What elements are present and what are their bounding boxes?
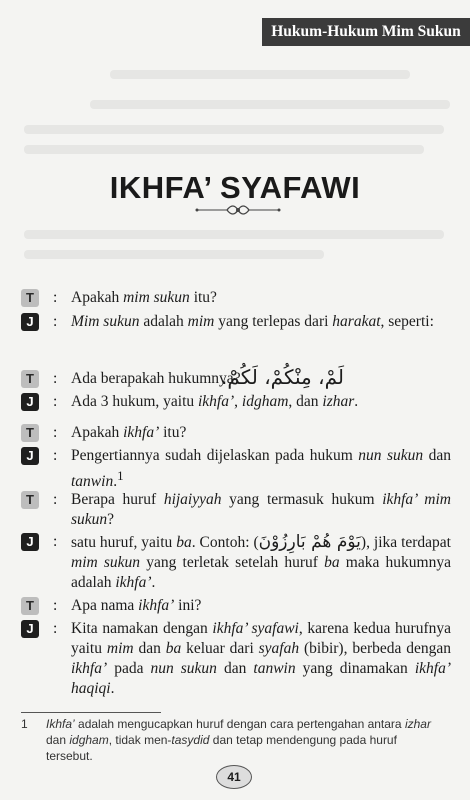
answer-text: Pengertiannya sudah dijelaskan pada hukum nun sukun dan tanwin.$^1$ [71, 447, 451, 491]
colon: : [53, 393, 58, 410]
colon: : [53, 313, 58, 330]
colon: : [53, 370, 58, 387]
colon: : [53, 597, 58, 614]
answer-text: Ada 3 hukum, yaitu ikhfa’, idgham, dan izhar. [71, 393, 359, 410]
answer-row [21, 446, 451, 492]
colon: : [53, 620, 58, 637]
answer-row [21, 392, 451, 412]
colon: : [53, 424, 58, 441]
page-number: 41 [216, 765, 252, 789]
question-text: Apakah mim sukun itu? [71, 289, 217, 306]
question-badge: T [21, 491, 39, 509]
question-badge: T [21, 370, 39, 388]
question-text: Berapa huruf hijaiyyah yang termasuk hukum ikhfa’ mim sukun? [71, 491, 451, 528]
answer-row [21, 619, 451, 699]
answer-text: satu huruf, yaitu ba. Contoh: (يَوْمَ هُمْ بَارِزُوْنَ), jika terdapat mim sukun yang terletak setelah huruf ba maka hukumnya adalah ikhfa’. [71, 532, 451, 591]
question-text: Apakah ikhfa’ itu? [71, 424, 187, 441]
question-badge: T [21, 597, 39, 615]
footnote-text: Ikhfa’ adalah mengucapkan huruf dengan cara pertengahan antara izhar dan idgham, tidak men-tasydid dan tetap mendengung pada huruf tersebut. [46, 717, 431, 763]
question-badge: T [21, 289, 39, 307]
colon: : [53, 447, 58, 464]
question-row [21, 596, 451, 616]
footnote-number: 1 [21, 717, 28, 731]
answer-badge: J [21, 447, 39, 465]
answer-badge: J [21, 313, 39, 331]
answer-badge: J [21, 620, 39, 638]
colon: : [53, 491, 58, 508]
arabic-example: لَمْ، مِنْكُمْ، لَكُمْ. [221, 365, 344, 389]
answer-badge: J [21, 533, 39, 551]
question-text: Ada berapakah hukumnya? [71, 370, 241, 387]
section-header: Hukum-Hukum Mim Sukun [262, 18, 470, 46]
question-row [21, 423, 451, 443]
colon: : [53, 289, 58, 306]
answer-badge: J [21, 393, 39, 411]
answer-text: Kita namakan dengan ikhfa’ syafawi, karena kedua hurufnya yaitu mim dan ba keluar dari syafah (bibir), berbeda dengan ikhfa’ pada nun sukun dan tanwin yang dinamakan ikhfa’ haqiqi. [71, 620, 451, 697]
answer-row [21, 532, 451, 593]
answer-text: Mim sukun adalah mim yang terlepas dari harakat, seperti: [71, 313, 434, 330]
question-badge: T [21, 424, 39, 442]
question-row [21, 288, 451, 308]
question-text: Apa nama ikhfa’ ini? [71, 597, 202, 614]
colon: : [53, 533, 58, 550]
ornament-divider [193, 200, 283, 220]
footnote-divider [21, 712, 161, 713]
question-row [21, 490, 451, 530]
answer-row [21, 312, 451, 332]
page-title: IKHFA’ SYAFAWI [109, 170, 361, 205]
footnote [21, 716, 441, 764]
